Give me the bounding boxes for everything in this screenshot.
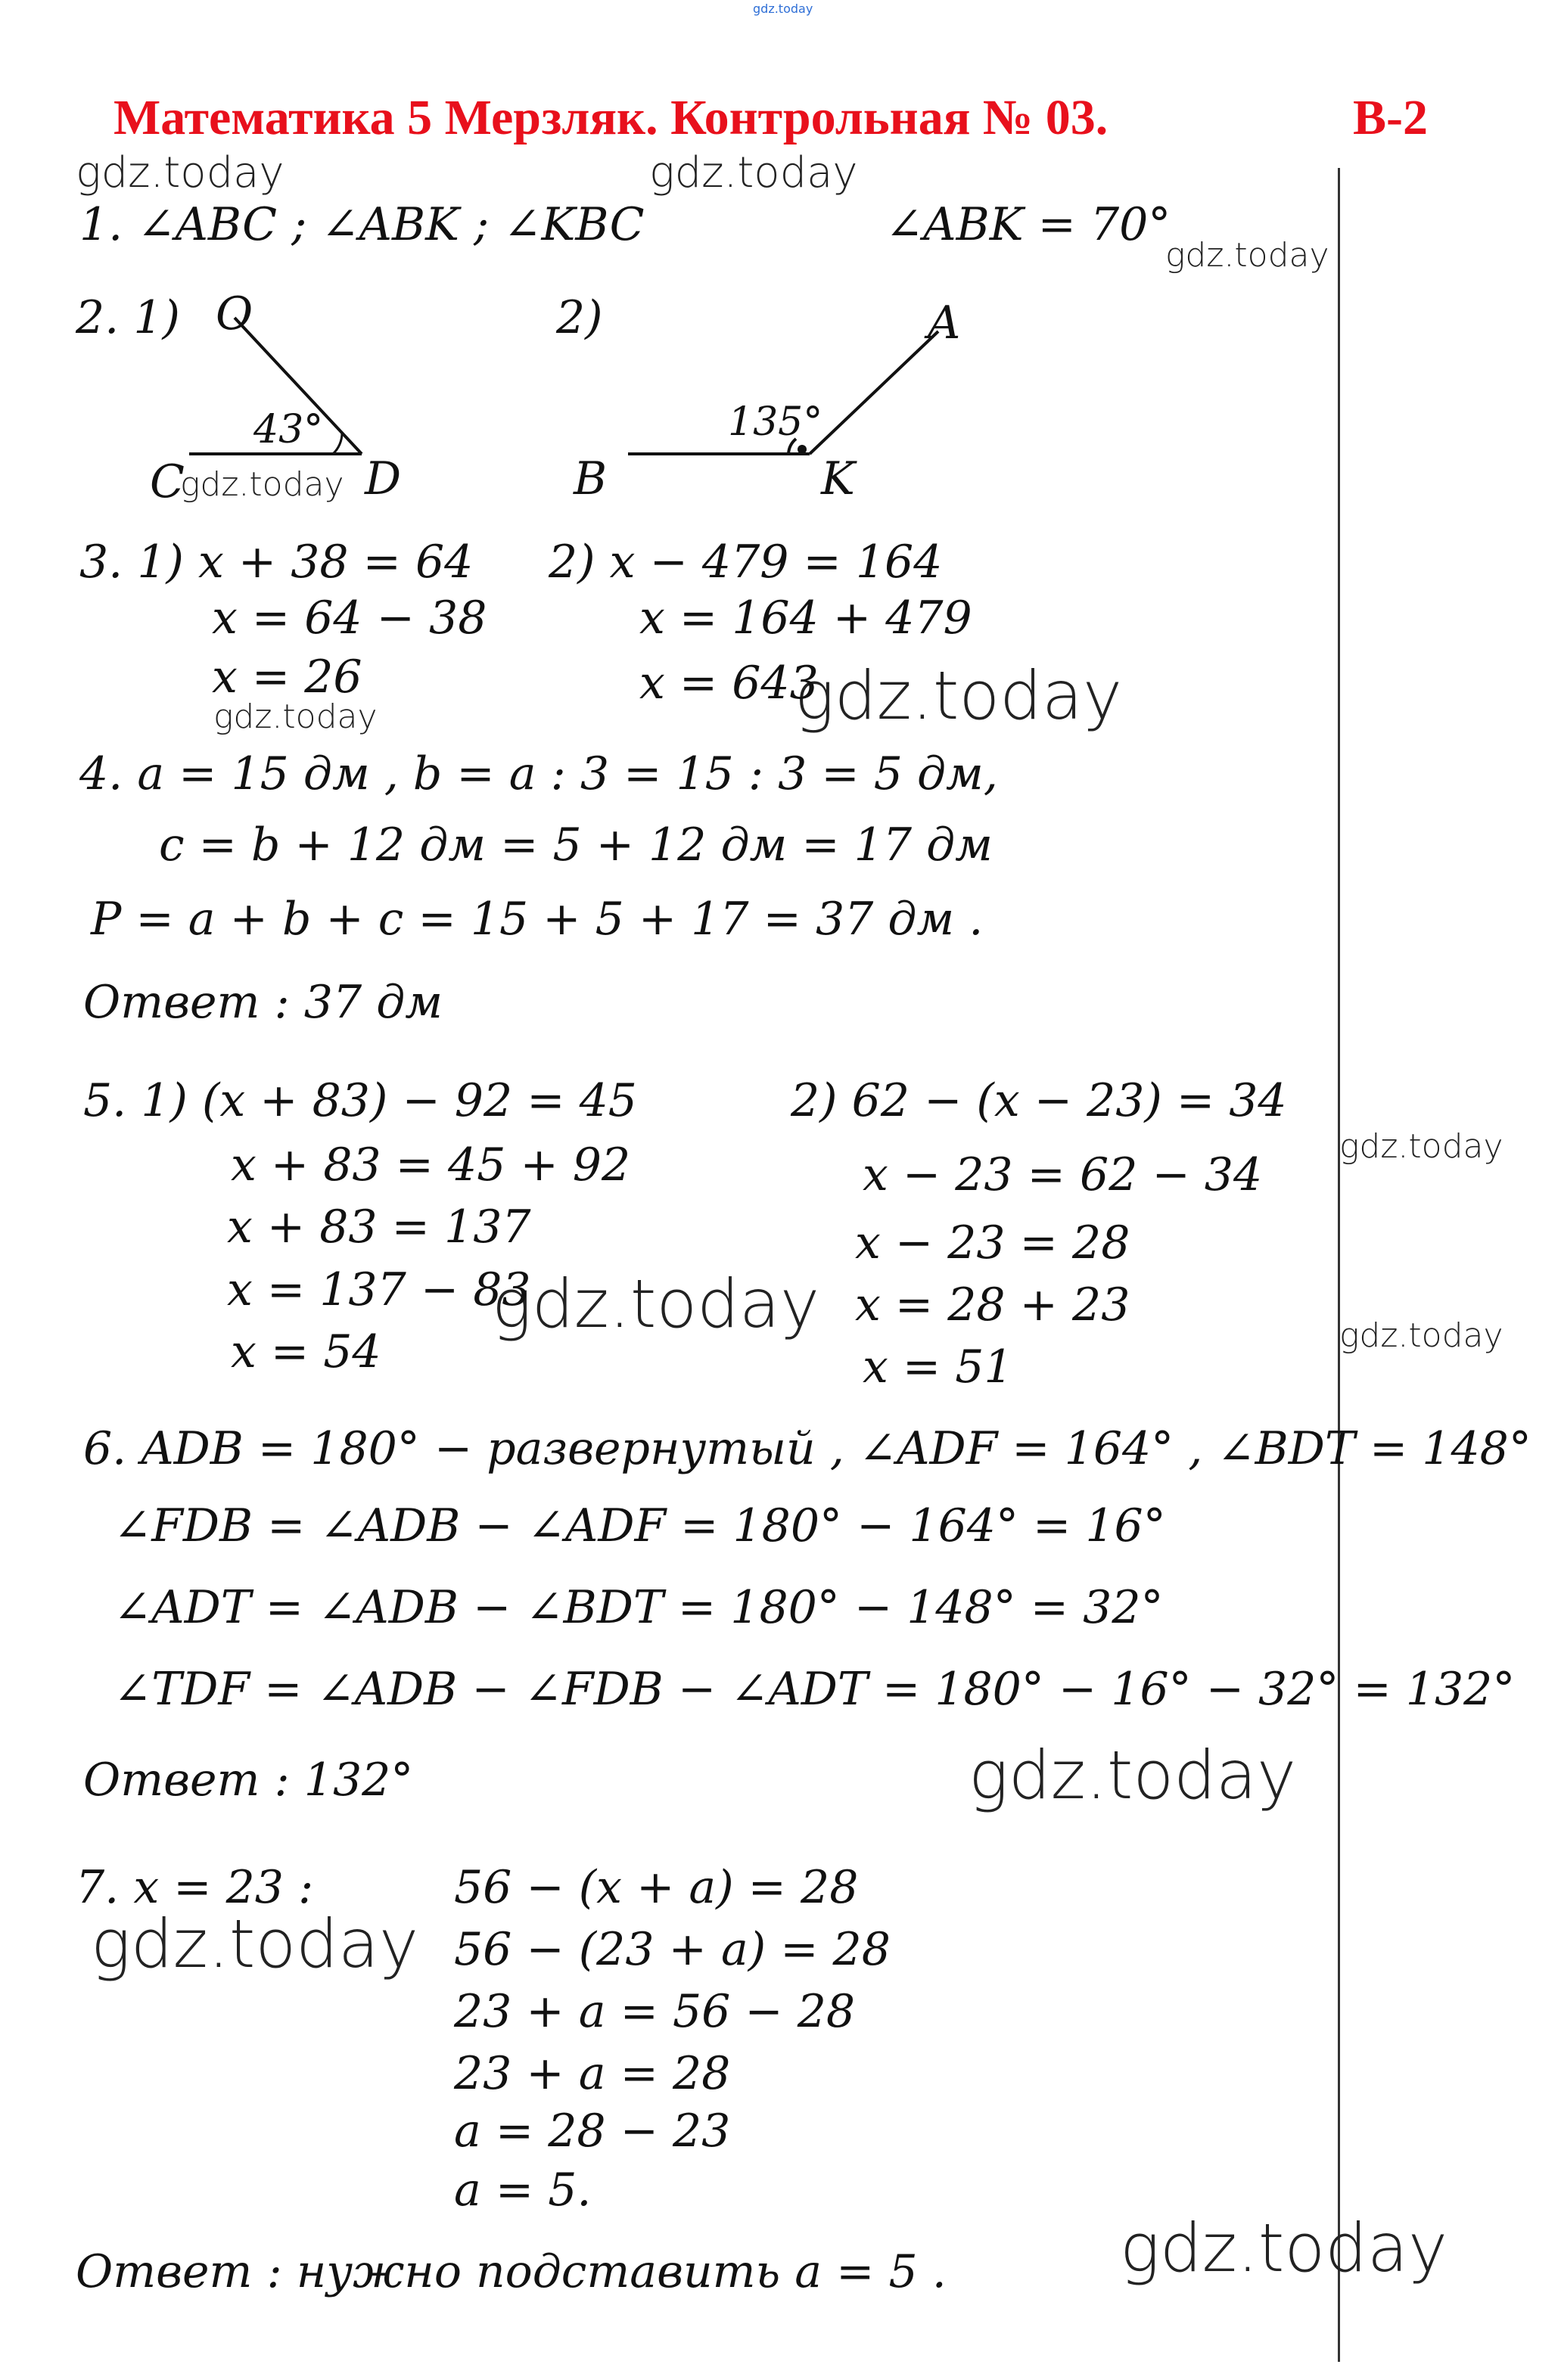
watermark: gdz.today (492, 1265, 820, 1343)
task5-p2-line3: x − 23 = 28 (855, 1216, 1130, 1269)
task7-line2: 56 − (23 + a) = 28 (454, 1923, 891, 1976)
task7-line4: 23 + a = 28 (454, 2047, 731, 2100)
task2-part2-label: 2) (556, 291, 603, 344)
task5-p1-line3: x + 83 = 137 (227, 1201, 531, 1254)
task3-p1-line3: x = 26 (212, 651, 362, 704)
task7-answer: Ответ : нужно подставить a = 5 . (76, 2245, 947, 2298)
watermark: gdz.today (1165, 236, 1329, 275)
task5-p1-line5: x = 54 (231, 1325, 381, 1378)
task7-line1: 56 − (x + a) = 28 (454, 1861, 859, 1914)
vertex-dot (798, 445, 807, 454)
task7-label: 7. x = 23 : (76, 1861, 314, 1914)
task6-line1: 6. ADB = 180° − развернутый , ∠ADF = 164° , ∠BDT = 148° (83, 1422, 1531, 1475)
watermark: gdz.today (91, 1905, 419, 1983)
task5-p2-line1: 2) 62 − (x − 23) = 34 (791, 1074, 1287, 1127)
fig2-point-left: B (574, 452, 608, 505)
task6-line4: ∠TDF = ∠ADB − ∠FDB − ∠ADT = 180° − 16° − 32° = 132° (113, 1663, 1516, 1716)
task2-label: 2. 1) (76, 291, 180, 344)
angle-arc-1 (333, 433, 342, 454)
task5-p1-line2: x + 83 = 45 + 92 (231, 1139, 631, 1192)
fig2-point-right: K (821, 452, 855, 505)
fig1-point-right: D (365, 452, 402, 505)
watermark: gdz.today (1120, 2209, 1448, 2287)
task1-answer: ∠ABK = 70° (885, 198, 1171, 251)
task5-p2-line4: x = 28 + 23 (855, 1279, 1130, 1331)
task5-p1-line4: x = 137 − 83 (227, 1263, 531, 1316)
fig1-point-left: C (150, 455, 185, 508)
task7-line3: 23 + a = 56 − 28 (454, 1985, 856, 2038)
fig2-point-top: A (928, 297, 961, 350)
task4-line1: 4. a = 15 дм , b = a : 3 = 15 : 3 = 5 дм, (79, 747, 998, 800)
task5-p2-line5: x = 51 (863, 1341, 1013, 1394)
task4-answer: Ответ : 37 дм (83, 976, 443, 1029)
fig2-angle-value: 135° (728, 399, 823, 445)
watermark: gdz.today (969, 1736, 1297, 1814)
watermark: gdz.today (180, 465, 344, 504)
task4-line2: c = b + 12 дм = 5 + 12 дм = 17 дм (159, 819, 993, 872)
task6-answer: Ответ : 132° (83, 1754, 414, 1807)
task6-line3: ∠ADT = ∠ADB − ∠BDT = 180° − 148° = 32° (113, 1581, 1164, 1634)
variant-label: В-2 (1353, 90, 1428, 145)
task5-p2-line2: x − 23 = 62 − 34 (863, 1148, 1263, 1201)
task7-line5: a = 28 − 23 (454, 2105, 731, 2158)
fig1-angle-value: 43° (253, 407, 324, 452)
ray-ka (810, 331, 938, 454)
task3-p2-line1: 2) x − 479 = 164 (549, 536, 943, 589)
watermark: gdz.today (76, 148, 285, 197)
task7-line6: a = 5. (454, 2164, 592, 2217)
task1-line: 1. ∠ABC ; ∠ABK ; ∠KBC (79, 198, 645, 251)
task5-p1-line1: 5. 1) (x + 83) − 92 = 45 (83, 1074, 637, 1127)
page-title: Математика 5 Мерзляк. Контрольная № 03. (113, 90, 1109, 145)
task3-p2-line2: x = 164 + 479 (639, 592, 972, 645)
watermark: gdz.today (794, 657, 1123, 735)
site-mark: gdz.today (753, 2, 813, 16)
watermark: gdz.today (213, 698, 378, 736)
task4-line3: P = a + b + c = 15 + 5 + 17 = 37 дм . (91, 893, 984, 946)
task3-p1-line2: x = 64 − 38 (212, 592, 487, 645)
task6-line2: ∠FDB = ∠ADB − ∠ADF = 180° − 164° = 16° (113, 1499, 1166, 1552)
task3-p1-line1: 3. 1) x + 38 = 64 (79, 536, 474, 589)
task3-p2-line3: x = 643 (639, 657, 819, 710)
watermark: gdz.today (1339, 1127, 1503, 1166)
watermark: gdz.today (649, 148, 858, 197)
watermark: gdz.today (1339, 1316, 1503, 1355)
fig1-point-top: O (216, 287, 253, 340)
